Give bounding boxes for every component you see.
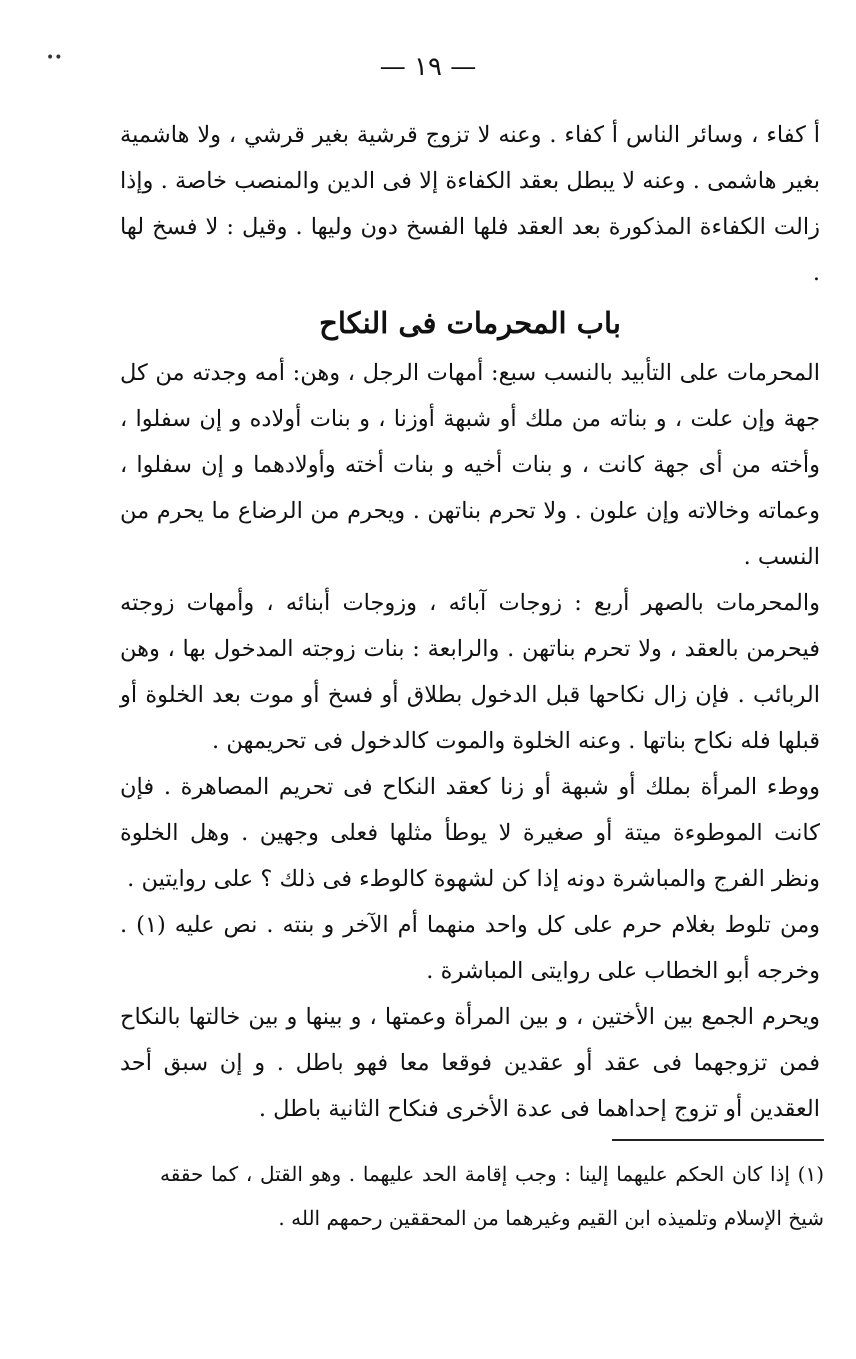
paragraph-intercourse-ruling: ووطء المرأة بملك أو شبهة أو زنا كعقد النكاح فى تحريم المصاهرة . فإن كانت الموطوءة ميتة أو صغيرة لا يوطأ مثلها فعلى وجهين . وهل الخلوة ونظر الفرج والمباشرة دونه إذا كن لشهوة كالوطء فى ذلك ؟ على روايتين . [120, 774, 820, 892]
paragraph-prohibited-by-lineage: المحرمات على التأبيد بالنسب سبع: أمهات الرجل ، وهن: أمه وجدته من كل جهة وإن علت ، و بناته من ملك أو شبهة أوزنا ، و بنات أولاده و إن سفلوا ، وأخته من أى جهة كانت ، و بنات أخيه و بنات أخته وأولادهما و إن سفلوا ، وعماته وخالاته وإن علون . ولا تحرم بناتهن . ويحرم من الرضاع ما يحرم من النسب . [120, 360, 820, 570]
scan-speck-mark: •• [46, 50, 63, 66]
paragraph-kafaah: أ كفاء ، وسائر الناس أ كفاء . وعنه لا تزوج قرشية بغير قرشي ، ولا هاشمية بغير هاشمى . وعنه لا يبطل بعقد الكفاءة إلا فى الدين والمنصب خاصة . وإذا زالت الكفاءة المذكورة بعد العقد فلها الفسخ دون وليها . وقيل : لا فسخ لها . [120, 122, 820, 286]
paragraph-prohibited-by-marriage: والمحرمات بالصهر أربع : زوجات آبائه ، وزوجات أبنائه ، وأمهات زوجته فيحرمن بالعقد ، ولا تحرم بناتهن . والرابعة : بنات زوجته المدخول بها ، وهن الربائب . فإن زال نكاحها قبل الدخول بطلاق أو فسخ أو موت بعد الخلوة أو قبلها فله نكاح بناتها . وعنه الخلوة والموت كالدخول فى تحريمهن . [120, 590, 820, 754]
paragraph-combining-sisters: ويحرم الجمع بين الأختين ، و بين المرأة وعمتها ، و بينها و بين خالتها بالنكاح فمن تزوجهما فى عقد أو عقدين فوقعا معا فهو باطل . و إن سبق أحد العقدين أو تزوج إحداهما فى عدة الأخرى فنكاح الثانية باطل . [120, 1004, 820, 1122]
page-number: — ١٩ — [379, 52, 477, 82]
footnote-divider [612, 1139, 824, 1141]
footnote: (١) إذا كان الحكم عليهما إلينا : وجب إقامة الحد عليهما . وهو القتل ، كما حققه شيخ الإسلام وتلميذه ابن القيم وغيرهما من المحققين رحمهم الله . [160, 1162, 824, 1230]
main-text-block [120, 112, 820, 1132]
chapter-title: باب المحرمات فى النكاح [319, 306, 621, 340]
paragraph-liwat-ruling: ومن تلوط بغلام حرم على كل واحد منهما أم الآخر و بنته . نص عليه (١) . وخرجه أبو الخطاب على روايتى المباشرة . [120, 912, 820, 984]
